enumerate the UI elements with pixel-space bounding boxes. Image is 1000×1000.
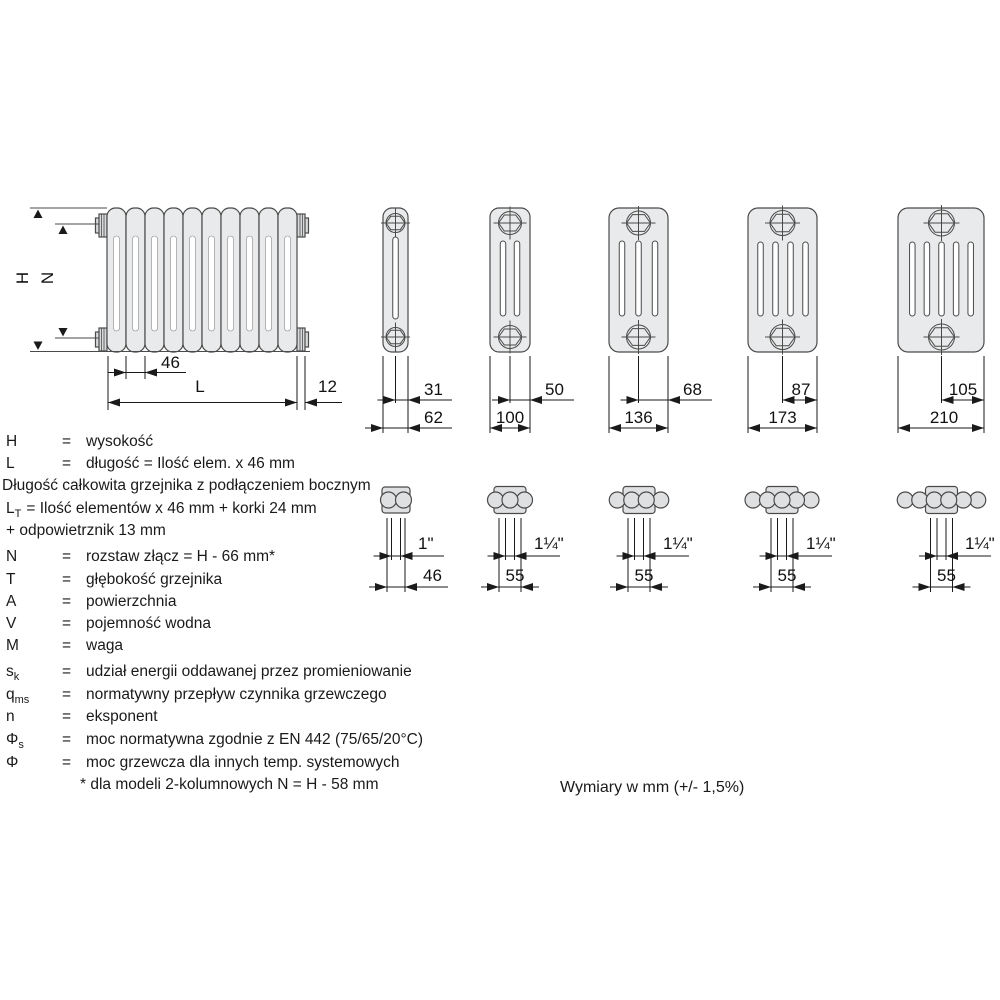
section-6-columns xyxy=(898,205,984,355)
legend-row-m xyxy=(6,637,123,655)
equals-sign: = xyxy=(62,548,72,565)
legend-desc: długość = Ilość elem. x 46 mm xyxy=(86,455,295,472)
top-view-2-columns xyxy=(381,487,412,513)
top-view-5-columns xyxy=(745,487,819,514)
equals-sign: = xyxy=(62,433,72,450)
legend-desc: moc normatywna zgodnie z EN 442 (75/65/20°C) xyxy=(86,731,424,748)
equals-sign: = xyxy=(62,615,72,632)
legend-row-a xyxy=(6,593,176,611)
dim-5col-conn: 1¼" xyxy=(806,534,836,553)
legend-symbol: A xyxy=(6,593,17,610)
legend-symbol: M xyxy=(6,637,19,654)
legend-text: * dla modeli 2-kolumnowych N = H - 58 mm xyxy=(80,776,379,793)
dimensions-unit-note: Wymiary w mm (+/- 1,5%) xyxy=(560,779,745,796)
legend-symbol: Φ xyxy=(6,754,19,771)
h-top-arrow xyxy=(34,210,43,219)
dim-5col-pitch: 55 xyxy=(777,566,797,585)
n-bottom-arrow xyxy=(59,328,68,337)
equals-sign: = xyxy=(62,731,72,748)
equals-sign: = xyxy=(62,637,72,654)
equals-sign: = xyxy=(62,571,72,588)
dim-6col-depth: 210 xyxy=(929,408,959,427)
legend-row-t xyxy=(6,571,222,589)
equals-sign: = xyxy=(62,708,72,725)
legend-row-phi-s xyxy=(6,731,424,752)
legend-desc: eksponent xyxy=(86,708,158,725)
legend-row-n-exponent xyxy=(6,708,158,726)
legend-row-footnote xyxy=(80,776,378,794)
front-view-radiator xyxy=(96,208,309,352)
legend-row-h xyxy=(6,433,153,451)
legend-symbol: V xyxy=(6,615,17,632)
legend-row-air-vent xyxy=(6,522,166,540)
legend-row-l xyxy=(6,455,295,473)
section-5-columns xyxy=(748,206,817,355)
legend-desc: normatywny przepływ czynnika grzewczego xyxy=(86,686,387,703)
section-2-columns xyxy=(381,208,410,352)
n-top-arrow xyxy=(59,226,68,235)
connection-boss-bottom-left xyxy=(96,328,108,351)
connection-boss-bottom-right xyxy=(297,328,309,351)
dim-label-N: N xyxy=(38,271,57,285)
legend-text: = Ilość elementów x 46 mm + korki 24 mm xyxy=(26,500,317,517)
dim-label-H: H xyxy=(13,271,32,285)
dim-5col-depth: 173 xyxy=(768,408,797,427)
dim-6col-pitch: 55 xyxy=(937,566,956,585)
dim-4col-pitch: 55 xyxy=(634,566,654,585)
dim-length: L xyxy=(195,377,205,396)
legend-desc: głębokość grzejnika xyxy=(86,571,223,588)
legend-symbol: n xyxy=(6,708,15,725)
dim-4col-depth: 136 xyxy=(624,408,653,427)
equals-sign: = xyxy=(62,663,72,680)
legend-row-v xyxy=(6,615,211,633)
section-3-columns xyxy=(490,207,530,354)
legend-row-sk xyxy=(6,663,412,684)
legend-symbol: T xyxy=(6,571,16,588)
dim-3col-half: 50 xyxy=(545,380,564,399)
legend-symbol: $q_{ms}$ xyxy=(6,686,30,707)
front-bottom-dimensions xyxy=(108,356,342,410)
top-view-3-columns xyxy=(488,487,533,514)
dim-5col-half: 87 xyxy=(791,380,811,399)
legend-symbol: N xyxy=(6,548,18,565)
dim-2col-pitch: 46 xyxy=(423,566,442,585)
legend-row-qms xyxy=(6,686,387,707)
legend-row-phi xyxy=(6,754,400,772)
equals-sign: = xyxy=(62,593,72,610)
top-view-4-columns xyxy=(609,487,669,514)
legend-symbol: L xyxy=(6,455,15,472)
dim-3col-conn: 1¼" xyxy=(534,534,564,553)
dim-6col-half: 105 xyxy=(948,380,978,399)
section-slot xyxy=(393,237,399,319)
equals-sign: = xyxy=(62,754,72,771)
h-bottom-arrow xyxy=(34,342,43,351)
equals-sign: = xyxy=(62,686,72,703)
legend-row-n xyxy=(6,548,275,566)
legend-symbol: H xyxy=(6,433,18,450)
legend-desc: waga xyxy=(86,637,124,654)
legend-symbol: $L_T$ xyxy=(6,500,22,521)
legend-symbol: $s_k$ xyxy=(6,663,20,684)
section-slots xyxy=(619,241,658,316)
legend-symbol: $\Phi_s$ xyxy=(6,731,24,752)
legend-desc: moc grzewcza dla innych temp. systemowych xyxy=(86,754,400,771)
dim-overhang: 12 xyxy=(318,377,337,396)
legend-desc: rozstaw złącz = H - 66 mm* xyxy=(86,548,276,565)
dim-3col-depth: 100 xyxy=(495,408,525,427)
legend-desc: udział energii oddawanej przez promieniowanie xyxy=(86,663,412,680)
legend-desc: powierzchnia xyxy=(86,593,177,610)
legend-text: Długość całkowita grzejnika z podłączeniem bocznym xyxy=(2,477,371,494)
dim-4col-conn: 1¼" xyxy=(663,534,693,553)
legend-desc: wysokość xyxy=(86,433,154,450)
connection-boss-top-right xyxy=(297,214,309,237)
dim-2col-half: 31 xyxy=(424,380,443,399)
connection-boss-top-left xyxy=(96,214,108,237)
legend-desc: pojemność wodna xyxy=(86,615,211,632)
equals-sign: = xyxy=(62,455,72,472)
dim-4col-half: 68 xyxy=(683,380,702,399)
dim-3col-pitch: 55 xyxy=(505,566,525,585)
dim-element-width: 46 xyxy=(161,353,180,372)
dim-2col-conn: 1" xyxy=(418,534,434,553)
top-view-6-columns xyxy=(897,487,986,514)
legend-text: + odpowietrznik 13 mm xyxy=(6,522,166,539)
dim-2col-depth: 62 xyxy=(424,408,443,427)
legend-row-total-length-note xyxy=(2,477,371,495)
dim-6col-conn: 1¼" xyxy=(965,534,995,553)
legend-row-lt xyxy=(6,500,317,521)
section-4-columns xyxy=(609,206,668,354)
